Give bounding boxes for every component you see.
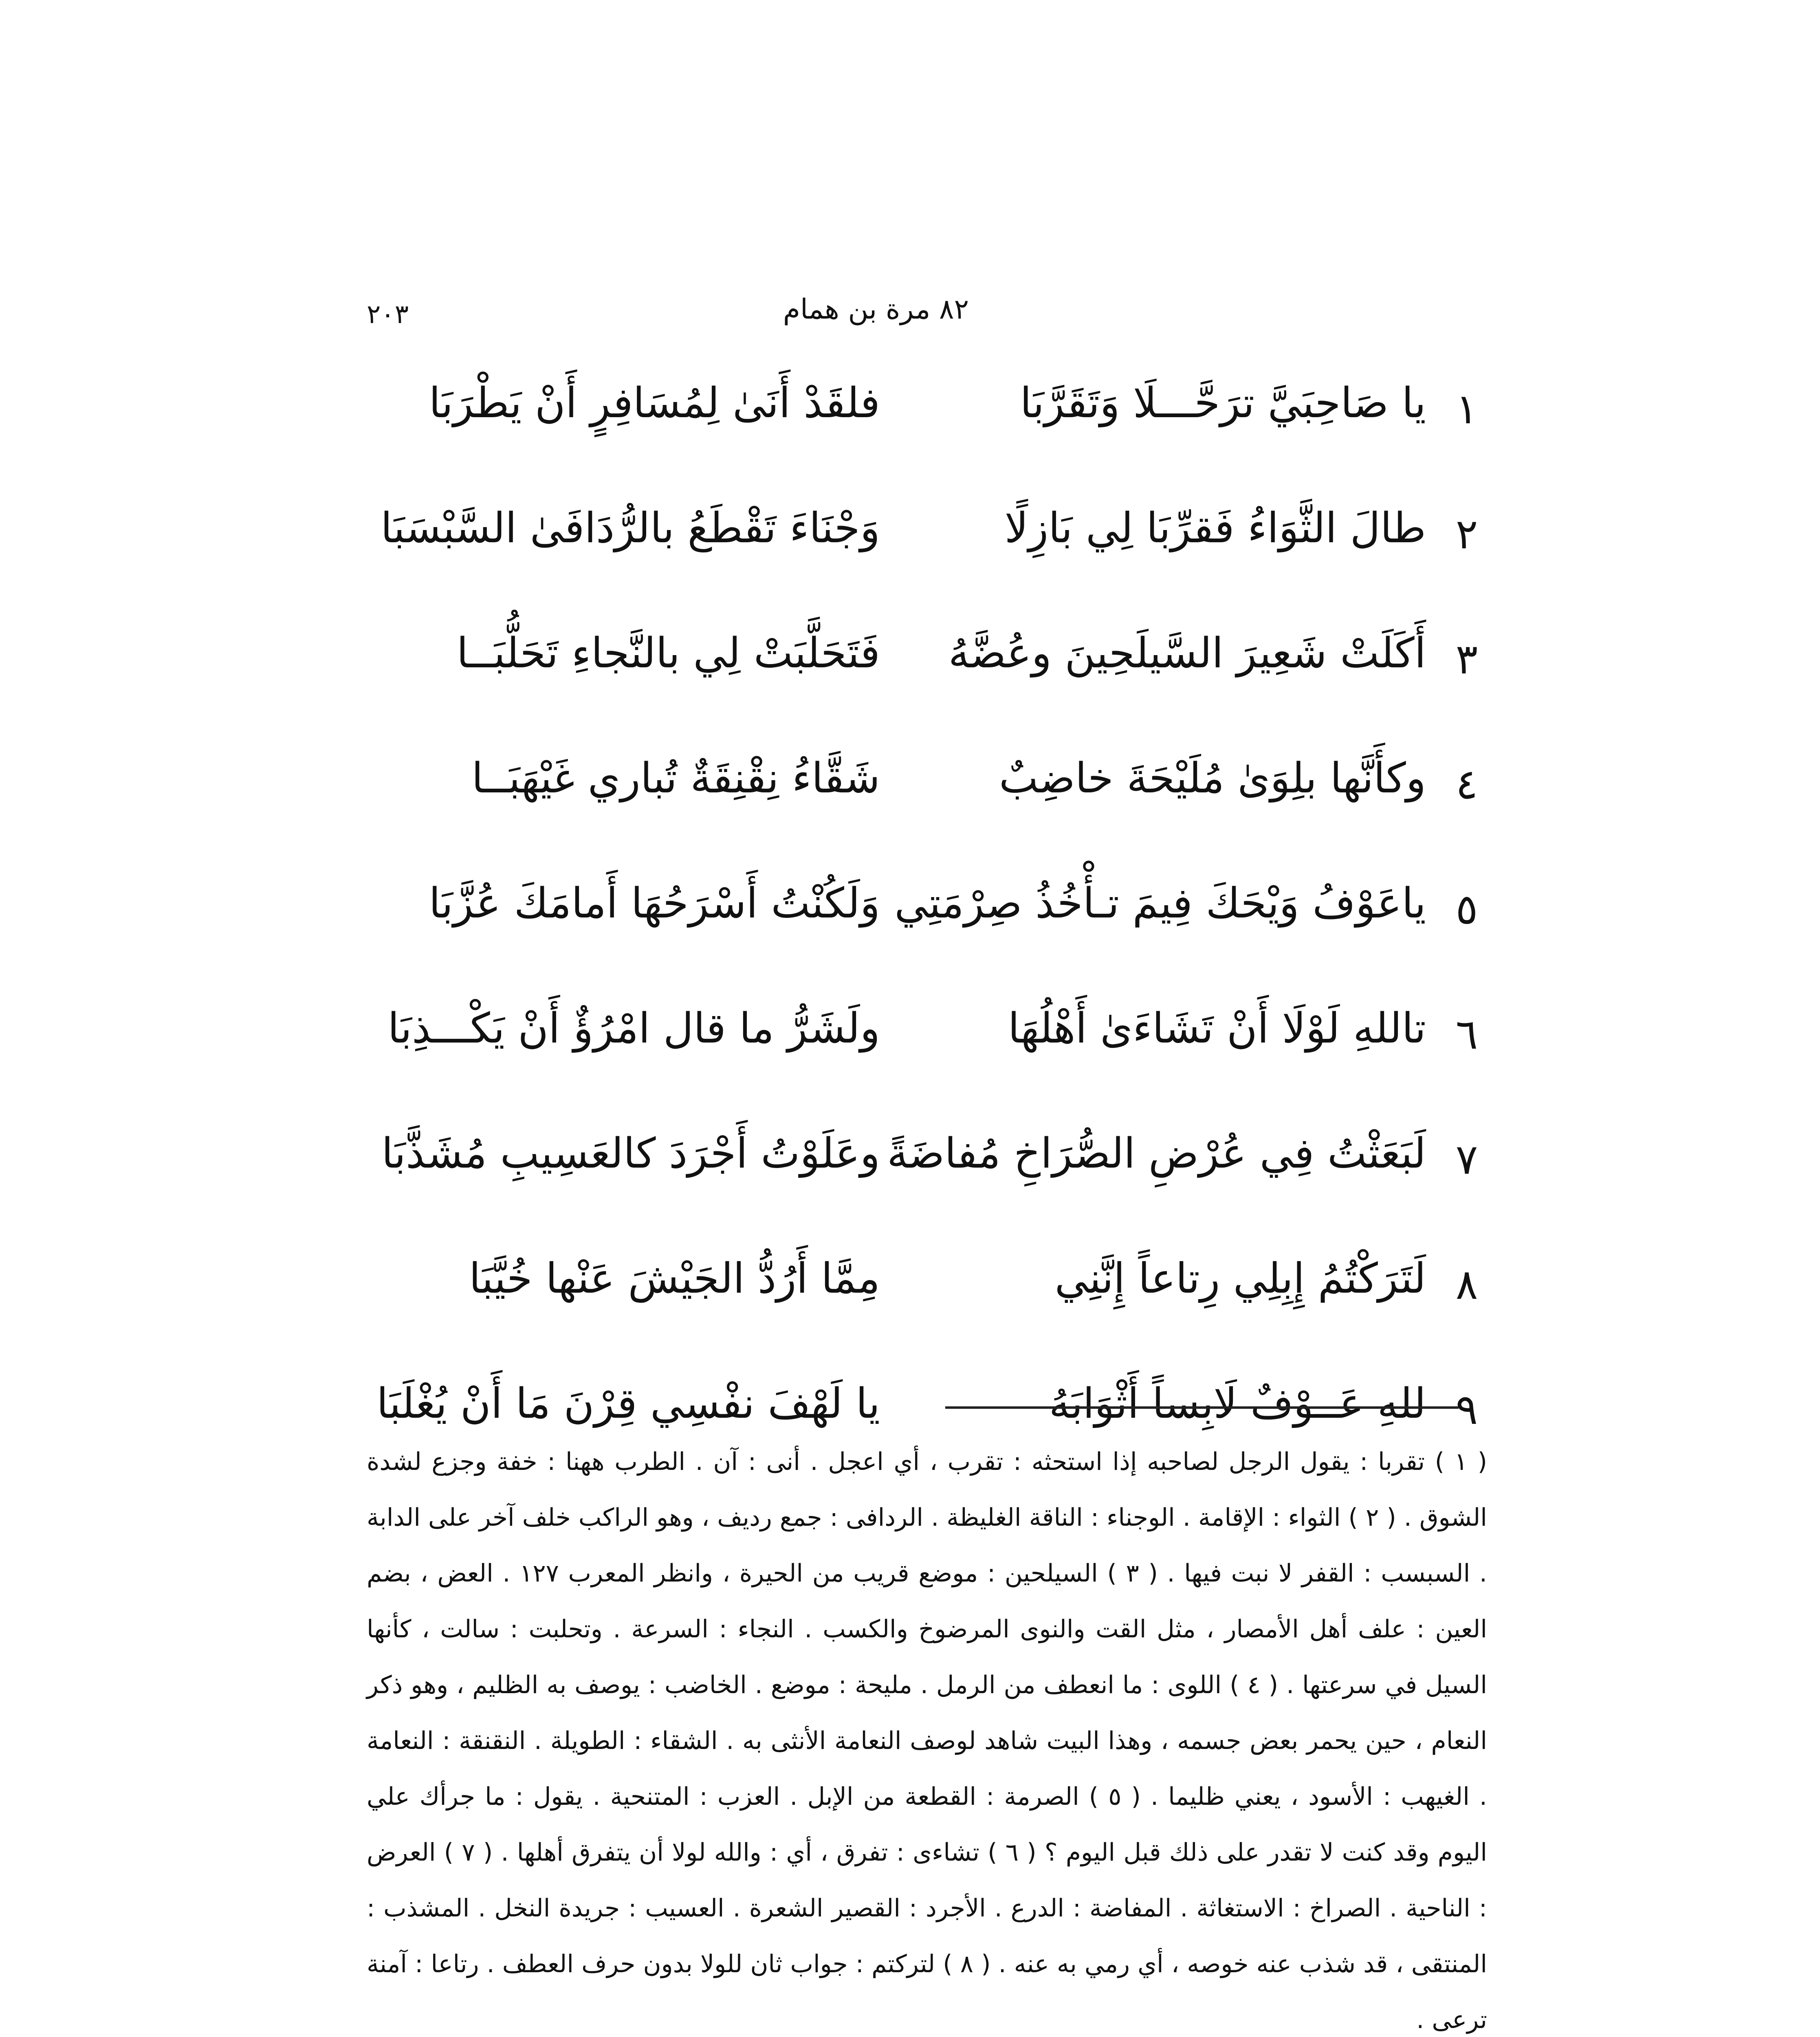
verse-first-hemistich: لَبَعَثْتُ فِي عُرْضِ الصُّرَاخِ مُفاضَةً [887,1129,1426,1178]
verse-first-hemistich: طالَ الثَّوَاءُ فَقرِّبَا لِي بَازِلًا [1004,504,1426,552]
verse-first-hemistich: تاللهِ لَوْلَا أَنْ تَشَاءَىٰ أَهْلُهَا [1008,1004,1426,1053]
verse-number: ٤ [1455,760,1478,809]
footnote-paragraph: ( ١ ) تقربا : يقول الرجل لصاحبه إذا استحثه : تقرب ، أي اعجل . أنى : آن . الطرب ههنا : خفة وجزع لشدة الشوق . ( ٢ ) الثواء : الإقامة . الوجناء : الناقة الغليظة . الردافى : جمع رديف ، وهو الراكب خلف آخر على الدابة . السبسب : القفر لا نبت فيها . ( ٣ ) السيلحين : موضع قريب من الحيرة ، وانظر المعرب ١٢٧ . العض ، بضم العين : علف أهل الأمصار ، مثل القت والنوى المرضوخ والكسب . النجاء : السرعة . وتحلبت : سالت ، كأنها السيل في سرعتها . ( ٤ ) اللوى : ما انعطف من الرمل . مليحة : موضع . الخاضب : يوصف به الظليم ، وهو ذكر النعام ، حين يحمر بعض جسمه ، وهذا البيت شاهد لوصف النعامة الأنثى به . الشقاء : الطويلة . النقنقة : النعامة . الغيهب : الأسود ، يعني ظليما . ( ٥ ) الصرمة : القطعة من الإبل . العزب : المتنحية . يقول : ما جرأك علي اليوم وقد كنت لا تقدر على ذلك قبل اليوم ؟ ( ٦ ) تشاءى : تفرق ، أي : والله لولا أن يتفرق أهلها . ( ٧ ) العرض : الناحية . الصراخ : الاستغاثة . المفاضة : الدرع . الأجرد : القصير الشعرة . العسيب : جريدة النخل . المشذب : المنتقى ، قد شذب عنه خوصه ، أي رمي به عنه . ( ٨ ) لتركتم : جواب ثان للولا بدون حرف العطف . رتاعا : آمنة ترعى . [367,1447,1488,2034]
footnotes [367,1434,1487,2037]
verse-second-hemistich: مِمَّا أَرُدُّ الجَيْشَ عَنْها خُيَّبَا [469,1254,880,1303]
verse-number: ٢ [1455,510,1478,559]
verse-number: ٧ [1455,1135,1478,1184]
verse [391,619,1491,744]
verse-first-hemistich: لَتَرَكْتُمُ إِبِلِي رِتاعاً إِنَّنِي [1054,1254,1426,1303]
verse [391,869,1491,994]
verse-second-hemistich: ولَشَرُّ ما قال امْرُؤٌ أَنْ يَكْـــذِبَا [387,1004,880,1053]
verse [391,744,1491,869]
verse-first-hemistich: ياعَوْفُ وَيْحَكَ فِيمَ تـأْخُذُ صِرْمَتِي [894,879,1426,928]
verse [391,1244,1491,1369]
verse [391,369,1491,494]
verse [381,1119,1491,1244]
verse-second-hemistich: فلقَدْ أَنَىٰ لِمُسَافِرٍ أَنْ يَطْرَبَا [429,379,880,427]
verse-second-hemistich: وَلَكُنْتُ أَسْرَحُهَا أَمامَكَ عُزَّبَا [429,879,880,928]
verse-second-hemistich: شَقَّاءُ نِقْنِقَةٌ تُباري غَيْهَبَــا [471,754,880,803]
verse-first-hemistich: وكأَنَّها بلِوَىٰ مُلَيْحَةَ خاضِبٌ [999,754,1426,803]
page-number: ٢٠٣ [367,299,409,330]
verse-first-hemistich: أَكَلَتْ شَعِيرَ السَّيلَحِينَ وعُضَّهُ [948,629,1426,678]
poem [376,369,1491,1494]
verse-first-hemistich: يا صَاحِبَيَّ ترَحَّـــلَا وَتَقَرَّبَا [1020,379,1426,427]
verse-second-hemistich: وعَلَوْتُ أَجْرَدَ كالعَسِيبِ مُشَذَّبَا [381,1129,880,1178]
verse-number: ٩ [1455,1386,1478,1434]
verse [381,494,1491,619]
verse [387,994,1491,1119]
verse-second-hemistich: وَجْنَاءَ تَقْطَعُ بالرُّدَافَىٰ السَّبْسَبَا [381,504,880,552]
footnote-divider [945,1406,1459,1409]
verse-number: ٣ [1455,635,1478,684]
verse-second-hemistich: يا لَهْفَ نفْسِي قِرْنَ مَا أَنْ يُغْلَبَا [376,1379,880,1428]
verse-number: ١ [1455,385,1478,433]
running-header: ٨٢ مرة بن همام [783,293,969,326]
verse-first-hemistich: للهِ عَــوْفٌ لَابِساً أَثْوَابَهُ [1049,1379,1426,1428]
verse-number: ٨ [1455,1260,1478,1309]
verse-number: ٦ [1455,1010,1478,1059]
verse-number: ٥ [1455,885,1478,934]
verse-second-hemistich: فَتَحَلَّبَتْ لِي بالنَّجاءِ تَحَلُّبَــا [456,629,880,678]
